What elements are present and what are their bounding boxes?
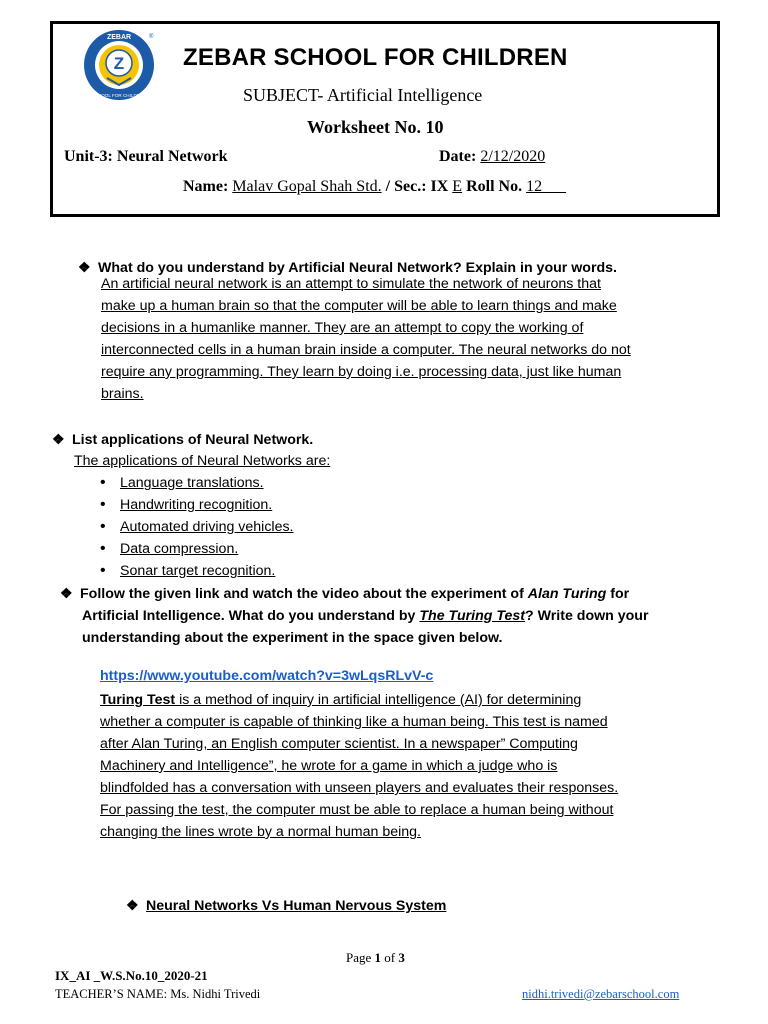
answer-line: decisions in a humanlike manner. They are an attempt to copy the working of — [101, 320, 584, 336]
sec-label: / Sec.: IX — [385, 178, 449, 195]
date-field — [439, 148, 545, 166]
applications-intro: The applications of Neural Networks are: — [74, 453, 331, 469]
unit-label: Unit-3: Neural Network — [64, 148, 228, 165]
header-box — [50, 21, 720, 217]
answer-line: after Alan Turing, an English computer scientist. In a newspaper” Computing — [100, 736, 578, 752]
answer-line: is a method of inquiry in artificial intelligence (AI) for determining — [175, 692, 582, 708]
question-1-text: What do you understand by Artificial Neural Network? Explain in your words. — [98, 260, 617, 276]
school-logo — [83, 29, 155, 101]
question-3-emphasis: The Turing Test — [419, 608, 526, 624]
page-total: 3 — [398, 950, 405, 965]
page-number — [346, 950, 405, 966]
name-label: Name: — [183, 178, 229, 195]
question-4 — [126, 894, 446, 917]
question-3-text: Artificial Intelligence. What do you understand by — [82, 608, 420, 624]
list-item: • Handwriting recognition. — [100, 494, 294, 516]
teacher-name: TEACHER’S NAME: Ms. Nidhi Trivedi — [55, 987, 261, 1001]
video-link[interactable]: https://www.youtube.com/watch?v=3wLqsRLvV-c — [100, 668, 434, 684]
answer-line: blindfolded has a conversation with unseen players and evaluates their responses. — [100, 780, 619, 796]
sec-value: E — [452, 178, 463, 195]
teacher-email-link[interactable]: nidhi.trivedi@zebarschool.com — [522, 987, 680, 1001]
question-2-text: List applications of Neural Network. — [72, 432, 314, 448]
question-4-heading: Neural Networks Vs Human Nervous System — [146, 898, 447, 914]
roll-label: Roll No. — [466, 178, 523, 195]
answer-line: Machinery and Intelligence”, he wrote for a game in which a judge who is — [100, 758, 558, 774]
question-3 — [60, 582, 649, 649]
diamond-bullet-icon: ❖ — [78, 259, 91, 275]
list-item: • Language translations. — [100, 472, 294, 494]
answer-line: make up a human brain so that the computer will be able to learn things and make — [101, 298, 617, 314]
date-value: 2/12/2020 — [480, 148, 546, 165]
date-label: Date: — [439, 148, 477, 165]
diamond-bullet-icon: ❖ — [60, 585, 73, 601]
question-3-text: understanding about the experiment in the space given below. — [82, 630, 503, 646]
question-3-text: Follow the given link and watch the video about the experiment of — [80, 586, 528, 602]
applications-list — [100, 472, 294, 582]
question-3-text: ? Write down your — [525, 608, 649, 624]
subject-title: SUBJECT- Artificial Intelligence — [243, 85, 483, 105]
answer-line: interconnected cells in a human brain inside a computer. The neural networks do not — [101, 342, 631, 358]
diamond-bullet-icon: ❖ — [126, 897, 139, 913]
logo-brand: ZEBAR — [106, 34, 132, 41]
answer-line: changing the lines wrote by a normal human being. — [100, 824, 421, 840]
page-label: Page — [346, 950, 372, 965]
logo-ring-text: SCHOOL FOR CHILDREN — [91, 93, 147, 98]
answer-3 — [100, 689, 618, 843]
question-3-italic: Alan Turing — [527, 586, 607, 602]
page-current: 1 — [374, 950, 382, 965]
page-of: of — [384, 950, 396, 965]
list-item: • Automated driving vehicles. — [100, 516, 294, 538]
question-3-text: for — [606, 586, 630, 602]
name-value: Malav Gopal Shah Std. — [232, 178, 382, 195]
answer-line: An artificial neural network is an attempt to simulate the network of neurons that — [101, 276, 601, 292]
answer-1 — [101, 273, 631, 405]
list-item: • Sonar target recognition. — [100, 560, 294, 582]
svg-text:Z: Z — [113, 54, 125, 73]
student-info — [183, 178, 566, 196]
worksheet-code: IX_AI _W.S.No.10_2020-21 — [55, 968, 208, 983]
roll-value: 12 — [526, 178, 543, 195]
school-name: ZEBAR SCHOOL FOR CHILDREN — [183, 44, 568, 71]
list-item: • Data compression. — [100, 538, 294, 560]
diamond-bullet-icon: ❖ — [52, 431, 65, 447]
answer-line: require any programming. They learn by doing i.e. processing data, just like human — [101, 364, 622, 380]
answer-3-lead: Turing Test — [100, 692, 176, 708]
worksheet-number: Worksheet No. 10 — [307, 117, 444, 137]
answer-line: whether a computer is capable of thinking like a human being. This test is named — [100, 714, 608, 730]
answer-line: brains. — [101, 386, 144, 402]
svg-text:®: ® — [149, 34, 154, 40]
answer-line: For passing the test, the computer must be able to replace a human being without — [100, 802, 614, 818]
question-2 — [52, 428, 313, 451]
